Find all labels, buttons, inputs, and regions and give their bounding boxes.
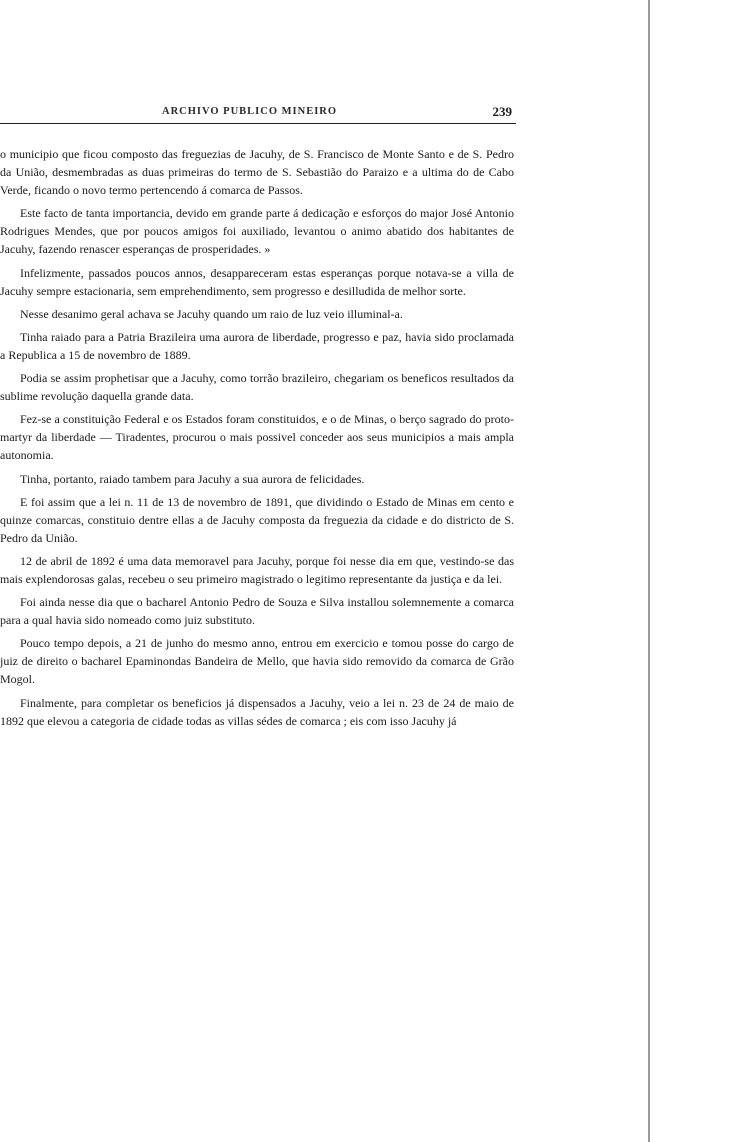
paragraph: Podia se assim prophetisar que a Jacuhy, como torrão brazileiro, chegariam os beneficos resultados da sublime revolução daquella grande data. xyxy=(0,371,514,404)
paragraph: Pouco tempo depois, a 21 de junho do mesmo anno, entrou em exercicio e tomou posse do cargo de juiz de direito o bacharel Epaminondas Bandeira de Mello, que havia sido removido da comarca de Grão Mogol. xyxy=(0,636,514,687)
paragraph: Finalmente, para completar os beneficios já dispensados a Jacuhy, veio a lei n. 23 de 24 de maio de 1892 que elevou a categoria de cidade todas as villas sédes de comarca ; eis com isso Jacuhy já xyxy=(0,695,514,728)
paragraph: o municipio que ficou composto das freguezias de Jacuhy, de S. Francisco de Monte Santo e de S. Pedro da União, desmembradas as duas primeiras do termo de S. Sebastião do Paraizo e a ultima do de Cabo Verde, ficando o novo termo pertencendo á comarca de Passos. xyxy=(0,147,514,198)
paragraph: Infelizmente, passados poucos annos, desappareceram estas esperanças porque notava-se a villa de Jacuhy sempre estacionaria, sem emprehendimento, sem progresso e desilludida de melhor sorte. xyxy=(0,265,514,298)
header-rule xyxy=(0,123,516,124)
body-text xyxy=(0,145,514,735)
paragraph: Nesse desanimo geral achava se Jacuhy quando um raio de luz veio illuminal-a. xyxy=(20,306,403,321)
paragraph: Fez-se a constituição Federal e os Estados foram constituidos, e o de Minas, o berço sagrado do proto-martyr da liberdade — Tiradentes, procurou o mais possivel conceder aos seus municipios a mais ampla autonomia. xyxy=(0,412,514,463)
paragraph: E foi assim que a lei n. 11 de 13 de novembro de 1891, que dividindo o Estado de Minas em cento e quinze comarcas, constituio dentre ellas a de Jacuhy composta da freguezia da cidade e do districto de S. Pedro da União. xyxy=(0,494,514,545)
paragraph: Foi ainda nesse dia que o bacharel Antonio Pedro de Souza e Silva installou solemnemente a comarca para a qual havia sido nomeado como juiz substituto. xyxy=(0,595,514,628)
paragraph: Este facto de tanta importancia, devido em grande parte á dedicação e esforços do major José Antonio Rodrigues Mendes, que por poucos amigos foi auxiliado, levantou o animo abatido dos habitantes de Jacuhy, fazendo renascer esperanças de prosperidades. » xyxy=(0,206,514,257)
page-gutter-line xyxy=(648,0,650,1142)
paragraph: Tinha, portanto, raiado tambem para Jacuhy a sua aurora de felicidades. xyxy=(20,471,365,486)
page-header xyxy=(0,104,516,124)
running-title: ARCHIVO PUBLICO MINEIRO xyxy=(162,106,338,117)
page-number: 239 xyxy=(492,104,512,119)
paragraph: Tinha raiado para a Patria Brazileira uma aurora de liberdade, progresso e paz, havia sido proclamada a Republica a 15 de novembro de 1889. xyxy=(0,329,514,362)
paragraph: 12 de abril de 1892 é uma data memoravel para Jacuhy, porque foi nesse dia em que, vestindo-se das mais explendorosas galas, recebeu o seu primeiro magistrado o legitimo representante da justiça e da lei. xyxy=(0,553,514,586)
